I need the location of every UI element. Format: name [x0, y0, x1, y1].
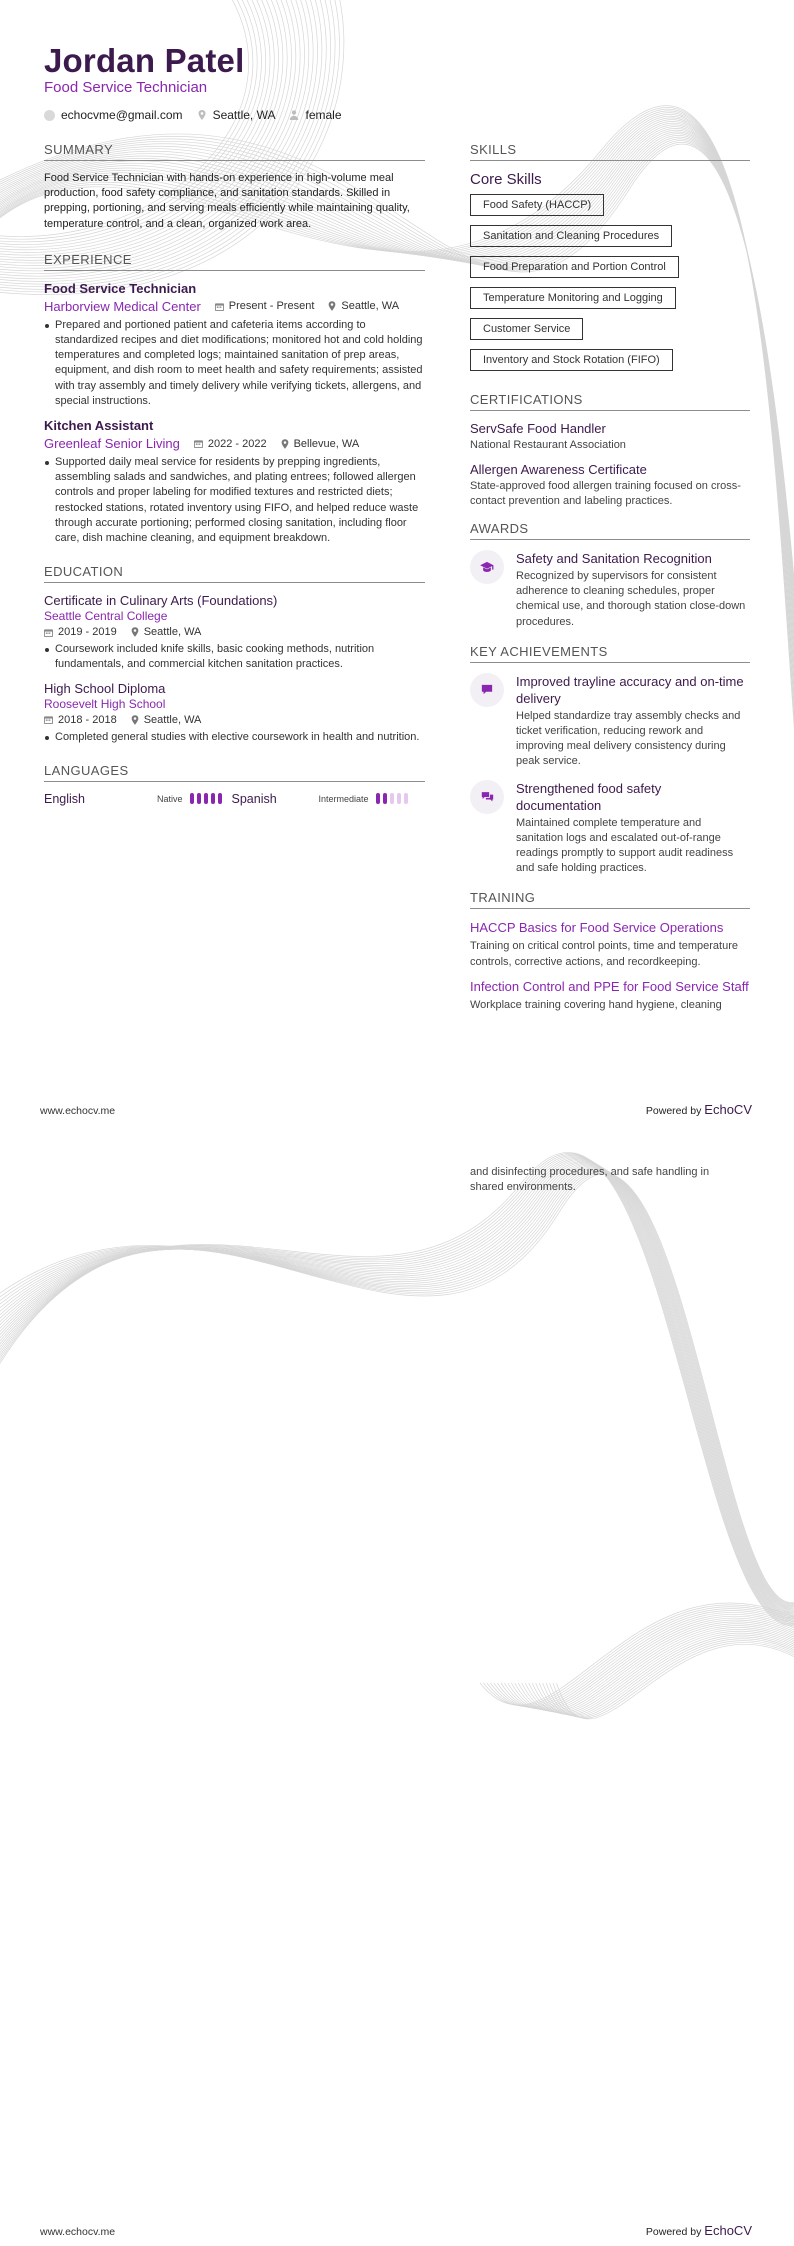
- education-entry: [44, 681, 425, 745]
- calendar-icon: [44, 715, 53, 724]
- brand-logo: EchoCV: [704, 2223, 752, 2238]
- location-pin-icon: [328, 301, 336, 311]
- language-level-segment: [190, 793, 194, 804]
- candidate-name: Jordan Patel: [44, 42, 245, 79]
- language-name: Spanish: [231, 791, 277, 806]
- section-heading-education: EDUCATION: [44, 564, 425, 583]
- powered-by-label: Powered by: [645, 2226, 702, 2238]
- skills-group-title: Core Skills: [470, 171, 542, 188]
- certification-name: ServSafe Food Handler: [470, 421, 606, 436]
- location-pin-icon: [197, 110, 207, 120]
- summary-text: Food Service Technician with hands-on experience in high-volume meal production, food safety compliance, and sanitation standards. Skilled in prepping, portioning, and serving meals efficiently while maintaining quality, temperature control, and a clean, organized work area.: [44, 172, 410, 230]
- language-level-segment: [218, 793, 222, 804]
- language-level-bar: [376, 793, 408, 804]
- language-level-segment: [376, 793, 380, 804]
- education-location: Seattle, WA: [131, 626, 202, 638]
- certification-desc: National Restaurant Association: [470, 439, 626, 451]
- certification-desc: State-approved food allergen training focused on cross-contact prevention and labeling practices.: [470, 480, 741, 507]
- contact-row: [44, 108, 342, 122]
- contact-location: [197, 108, 276, 122]
- training-desc: Training on critical control points, time and temperature controls, corrective actions, and recordkeeping.: [470, 940, 738, 968]
- job-location: Seattle, WA: [328, 300, 399, 312]
- languages-section: [44, 763, 425, 806]
- language-level: Intermediate: [318, 793, 369, 804]
- footer-site-link[interactable]: www.echocv.me: [40, 2226, 116, 2238]
- calendar-icon: [215, 302, 224, 311]
- job-entry: [44, 418, 425, 546]
- education-dates: 2018 - 2018: [44, 714, 117, 726]
- resume-page-2: [0, 1123, 794, 2246]
- job-dates: 2022 - 2022: [194, 438, 267, 450]
- achievements-section: [470, 644, 750, 877]
- job-bullet: Prepared and portioned patient and cafeteria items according to standardized recipes and diet modifications; monitored hot and cold holding temperatures and completed logs; maintained sanitation of prep areas, equipment, and dish room to meet health and safety requirements; assisted with tray assembly and timely delivery while verifying tickets, allergens, and special instructions.: [44, 318, 425, 409]
- certifications-section: [470, 392, 750, 509]
- location-pin-icon: [131, 715, 139, 725]
- language-level-segment: [383, 793, 387, 804]
- achievement-title: Improved trayline accuracy and on-time delivery: [516, 673, 744, 706]
- candidate-title: Food Service Technician: [44, 79, 208, 96]
- location-text: Seattle, WA: [212, 108, 276, 122]
- skill-chip: Inventory and Stock Rotation (FIFO): [470, 349, 673, 371]
- degree-name: High School Diploma: [44, 680, 166, 696]
- person-icon: [289, 110, 299, 120]
- section-heading-summary: SUMMARY: [44, 142, 425, 161]
- language-level: Native: [157, 793, 183, 804]
- gender-text: female: [305, 108, 342, 122]
- footer-powered-by: [646, 2223, 752, 2238]
- achievement-item: [470, 673, 750, 770]
- calendar-icon: [194, 439, 203, 448]
- summary-section: [44, 142, 425, 232]
- achievement-title: Strengthened food safety documentation: [516, 780, 662, 813]
- degree-name: Certificate in Culinary Arts (Foundations): [44, 593, 278, 609]
- certification-name: Allergen Awareness Certificate: [470, 462, 647, 477]
- location-pin-icon: [131, 627, 139, 637]
- skill-chip: Sanitation and Cleaning Procedures: [470, 225, 672, 247]
- section-heading-languages: LANGUAGES: [44, 763, 425, 782]
- education-section: [44, 564, 425, 745]
- training-name: HACCP Basics for Food Service Operations: [470, 920, 724, 936]
- contact-gender: [289, 108, 341, 122]
- skills-section: [470, 142, 750, 380]
- education-entry: [44, 593, 425, 672]
- calendar-icon: [44, 628, 53, 637]
- language-level-bar: [190, 793, 222, 804]
- employer-name: Greenleaf Senior Living: [44, 436, 180, 452]
- awards-section: [470, 521, 750, 630]
- left-column: [44, 142, 425, 806]
- section-heading-awards: AWARDS: [470, 521, 750, 540]
- job-bullet: Supported daily meal service for residents by prepping ingredients, assembling salads and sandwiches, and plating entrees; followed allergen controls and proper labeling for modified textures and restricted diets; restocked stations, rotated inventory using FIFO, and helped reduce waste through accurate portioning; performed closing sanitation, including floor care, dish machine cleaning, and equipment breakdown.: [44, 455, 425, 546]
- graduation-cap-icon: [470, 550, 504, 584]
- contact-email[interactable]: [44, 108, 183, 122]
- section-heading-achievements: KEY ACHIEVEMENTS: [470, 644, 750, 663]
- powered-by-label: Powered by: [645, 1105, 702, 1117]
- right-column: [470, 142, 750, 1021]
- achievement-desc: Maintained complete temperature and sanitation logs and escalated out-of-range readings promptly to support audit readiness and safe holding practices.: [516, 816, 734, 875]
- location-pin-icon: [281, 439, 289, 449]
- achievement-item: [470, 780, 750, 877]
- language-name: English: [44, 791, 85, 806]
- job-location: Bellevue, WA: [281, 438, 360, 450]
- skill-chip: Food Safety (HACCP): [470, 194, 604, 216]
- employer-name: Harborview Medical Center: [44, 298, 201, 314]
- education-dates: 2019 - 2019: [44, 626, 117, 638]
- language-level-segment: [197, 793, 201, 804]
- footer-site-link[interactable]: www.echocv.me: [40, 1105, 116, 1117]
- job-entry: [44, 281, 425, 409]
- section-heading-skills: SKILLS: [470, 142, 750, 161]
- award-desc: Recognized by supervisors for consistent adherence to cleaning schedules, proper chemical use, and thorough station close-down procedures.: [516, 570, 746, 628]
- brand-logo: EchoCV: [704, 1102, 752, 1117]
- training-section: [470, 890, 750, 1013]
- education-location: Seattle, WA: [131, 714, 202, 726]
- training-desc: Workplace training covering hand hygiene, cleaning: [470, 998, 722, 1011]
- skill-chip: Customer Service: [470, 318, 583, 340]
- email-icon: [44, 110, 55, 121]
- job-dates: Present - Present: [215, 300, 315, 312]
- language-list: [44, 792, 425, 806]
- training-desc-continued: and disinfecting procedures, and safe handling in shared environments.: [470, 1166, 710, 1194]
- skill-chip: Food Preparation and Portion Control: [470, 256, 679, 278]
- award-title: Safety and Sanitation Recognition: [516, 551, 712, 566]
- language-level-segment: [390, 793, 394, 804]
- award-item: [470, 550, 750, 630]
- school-name: Seattle Central College: [44, 609, 168, 624]
- training-name: Infection Control and PPE for Food Service Staff: [470, 978, 749, 994]
- achievement-desc: Helped standardize tray assembly checks and ticket verification, reducing rework and improving meal delivery consistency during peak service.: [516, 709, 741, 768]
- section-heading-certifications: CERTIFICATIONS: [470, 392, 750, 411]
- chat-bubbles-icon: [470, 780, 504, 814]
- language-level-segment: [397, 793, 401, 804]
- job-title: Kitchen Assistant: [44, 418, 154, 434]
- language-level-segment: [204, 793, 208, 804]
- school-name: Roosevelt High School: [44, 696, 166, 711]
- language-level-segment: [404, 793, 408, 804]
- education-bullet: Coursework included knife skills, basic cooking methods, nutrition fundamentals, and commercial kitchen sanitation practices.: [44, 642, 425, 672]
- job-title: Food Service Technician: [44, 280, 197, 296]
- language-level-segment: [211, 793, 215, 804]
- email-text: echocvme@gmail.com: [61, 108, 183, 122]
- footer-powered-by: [646, 1102, 752, 1117]
- skill-chip: Temperature Monitoring and Logging: [470, 287, 676, 309]
- experience-section: [44, 252, 425, 546]
- section-heading-training: TRAINING: [470, 890, 750, 909]
- chat-bubble-icon: [470, 673, 504, 707]
- section-heading-experience: EXPERIENCE: [44, 252, 425, 271]
- education-bullet: Completed general studies with elective coursework in health and nutrition.: [44, 730, 425, 745]
